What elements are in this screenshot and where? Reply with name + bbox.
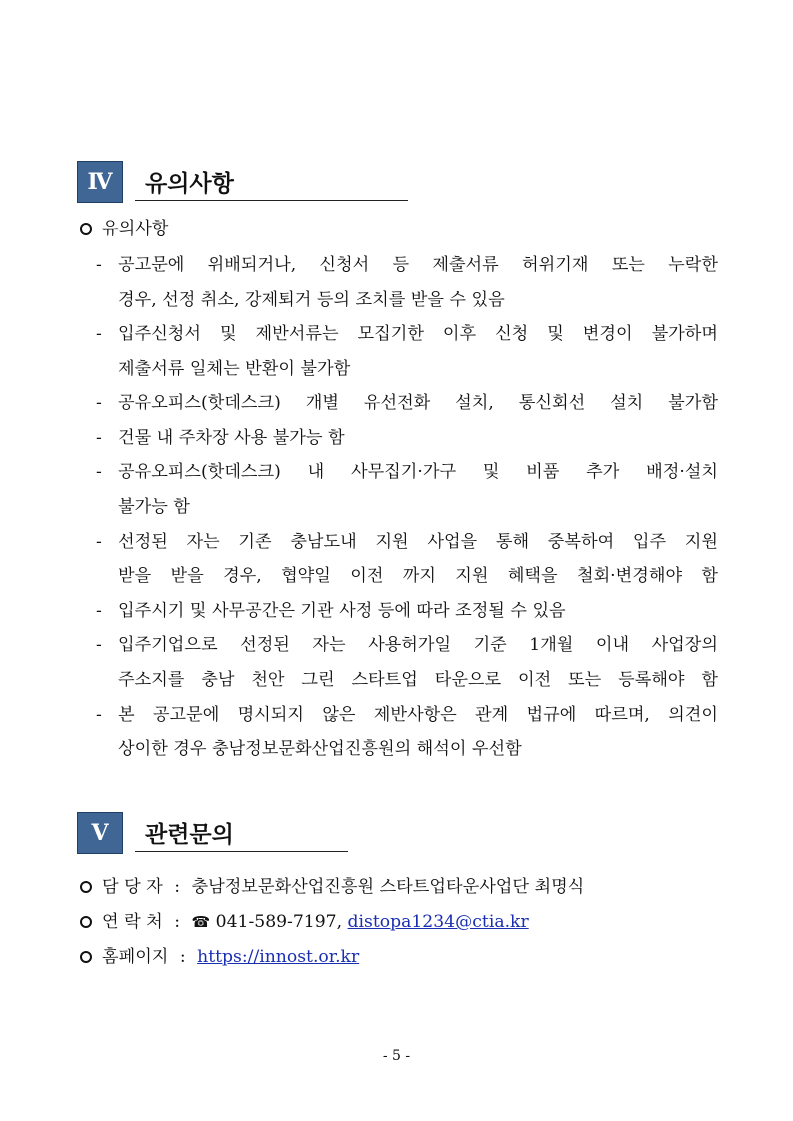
list-item-text: 경우, 선정 취소, 강제퇴거 등의 조치를 받을 수 있음 — [118, 290, 505, 310]
list-item-text: 불가능 함 — [118, 497, 190, 517]
section-title: 유의사항 — [145, 171, 234, 197]
dash-icon: - — [96, 393, 102, 413]
separator: : — [174, 877, 181, 897]
bullet-heading — [80, 218, 168, 240]
circle-bullet-icon — [80, 223, 92, 235]
dash-icon: - — [96, 705, 102, 725]
dash-icon: - — [96, 255, 102, 275]
list-item-text: 받을 받을 경우, 협약일 이전 까지 지원 혜택을 철회·변경해야 함 — [118, 566, 718, 586]
bullet-heading-text: 유의사항 — [102, 219, 169, 239]
email-link[interactable]: distopa1234@ctia.kr — [347, 912, 529, 932]
contact-row-homepage — [80, 946, 359, 968]
list-item-text: 공고문에 위배되거나, 신청서 등 제출서류 허위기재 또는 누락한 — [118, 255, 718, 275]
contact-label: 연 락 처 — [102, 912, 163, 932]
contact-row-phone — [80, 911, 529, 933]
list-item-text: 상이한 경우 충남정보문화산업진흥원의 해석이 우선함 — [118, 739, 522, 759]
section-underline — [135, 200, 408, 201]
list-item-text: 선정된 자는 기존 충남도내 지원 사업을 통해 중복하여 입주 지원 — [118, 532, 718, 552]
section-title: 관련문의 — [145, 822, 234, 848]
list-item-text: 입주기업으로 선정된 자는 사용허가일 기준 1개월 이내 사업장의 — [118, 635, 718, 655]
homepage-link[interactable]: https://innost.or.kr — [197, 947, 360, 967]
list-item-text: 입주시기 및 사무공간은 기관 사정 등에 따라 조정될 수 있음 — [118, 601, 566, 621]
dash-icon: - — [96, 462, 102, 482]
phone-icon: ☎ — [191, 913, 211, 931]
list-item-text: 공유오피스(핫데스크) 개별 유선전화 설치, 통신회선 설치 불가함 — [118, 393, 718, 413]
dash-icon: - — [96, 601, 102, 621]
contact-label: 담 당 자 — [102, 877, 163, 897]
section-number-badge: Ⅴ — [77, 812, 123, 854]
section-number-badge: Ⅳ — [77, 161, 123, 203]
contact-value: 충남정보문화산업진흥원 스타트업타운사업단 최명식 — [191, 877, 585, 897]
page-number: - 5 - — [382, 1048, 411, 1064]
contact-row-manager — [80, 876, 584, 898]
list-item-text: 건물 내 주차장 사용 불가능 함 — [118, 428, 345, 448]
dash-icon: - — [96, 635, 102, 655]
circle-bullet-icon — [80, 881, 92, 893]
separator: : — [179, 947, 186, 967]
list-item-text: 입주신청서 및 제반서류는 모집기한 이후 신청 및 변경이 불가하며 — [118, 324, 718, 344]
list-item-text: 본 공고문에 명시되지 않은 제반사항은 관계 법규에 따르며, 의견이 — [118, 705, 718, 725]
list-item-text: 제출서류 일체는 반환이 불가함 — [118, 359, 351, 379]
circle-bullet-icon — [80, 916, 92, 928]
section-underline — [135, 851, 348, 852]
contact-label: 홈페이지 — [102, 947, 169, 967]
dash-icon: - — [96, 428, 102, 448]
dash-icon: - — [96, 532, 102, 552]
list-item-text: 공유오피스(핫데스크) 내 사무집기·가구 및 비품 추가 배정·설치 — [118, 462, 718, 482]
phone-number: 041-589-7197, — [215, 912, 343, 932]
circle-bullet-icon — [80, 951, 92, 963]
dash-icon: - — [96, 324, 102, 344]
separator: : — [174, 912, 181, 932]
list-item-text: 주소지를 충남 천안 그린 스타트업 타운으로 이전 또는 등록해야 함 — [118, 670, 718, 690]
